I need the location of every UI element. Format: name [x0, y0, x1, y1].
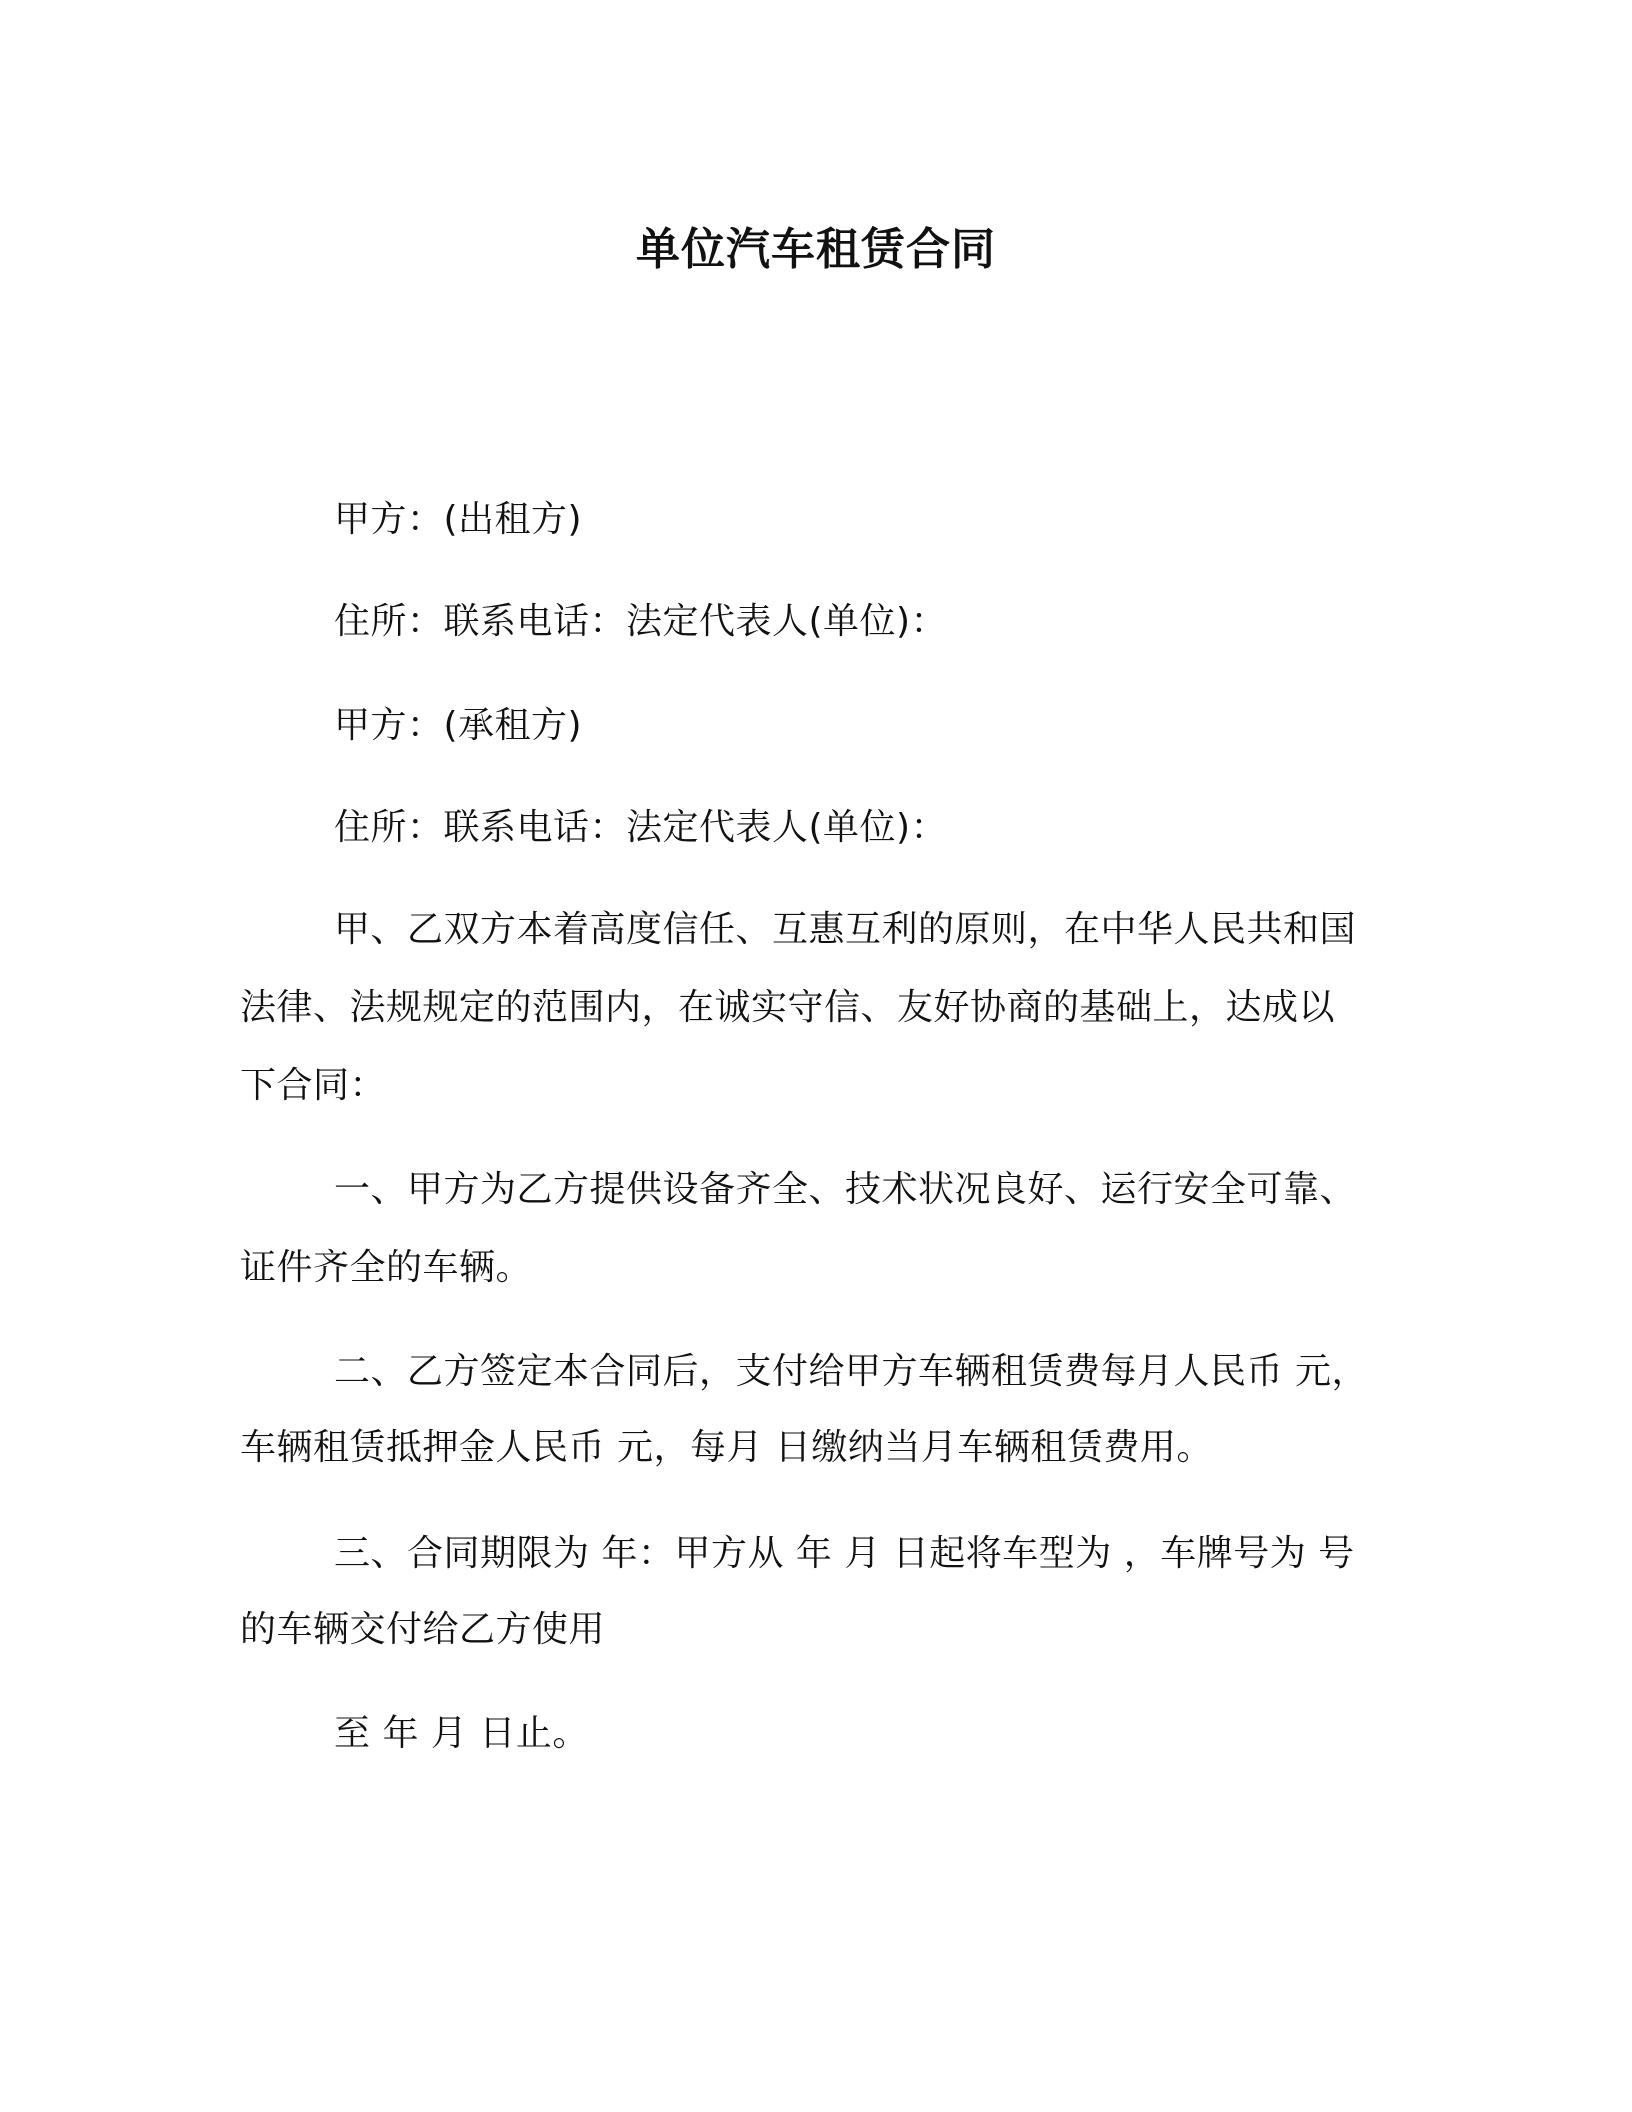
- preamble-line-1: 甲、乙双方本着高度信任、互惠互利的原则，在中华人民共和国: [334, 909, 1357, 950]
- clause-2-line-1: 二、乙方签定本合同后，支付给甲方车辆租赁费每月人民币 元，: [334, 1351, 1368, 1392]
- clause-3-line-2: 的车辆交付给乙方使用: [240, 1609, 606, 1650]
- clause-1-line-2: 证件齐全的车辆。: [240, 1247, 533, 1288]
- preamble-line-3: 下合同：: [240, 1065, 387, 1106]
- preamble-line-2: 法律、法规规定的范围内，在诚实守信、友好协商的基础上，达成以: [240, 987, 1336, 1028]
- clause-3-line-1: 三、合同期限为 年：甲方从 年 月 日起将车型为 ，车牌号为 号: [334, 1533, 1355, 1574]
- clause-1-line-1: 一、甲方为乙方提供设备齐全、技术状况良好、运行安全可靠、: [334, 1169, 1357, 1210]
- party-a-lessor-info: 住所：联系电话：法定代表人(单位)：: [334, 601, 948, 642]
- clause-2-line-2: 车辆租赁抵押金人民币 元，每月 日缴纳当月车辆租赁费用。: [240, 1427, 1213, 1468]
- party-a-lessee-info: 住所：联系电话：法定代表人(单位)：: [334, 807, 948, 848]
- document-title: 单位汽车租赁合同: [636, 224, 996, 275]
- party-a-lessor: 甲方：(出租方): [334, 499, 583, 540]
- clause-3-end: 至 年 月 日止。: [334, 1713, 589, 1754]
- party-a-lessee: 甲方：(承租方): [334, 705, 583, 746]
